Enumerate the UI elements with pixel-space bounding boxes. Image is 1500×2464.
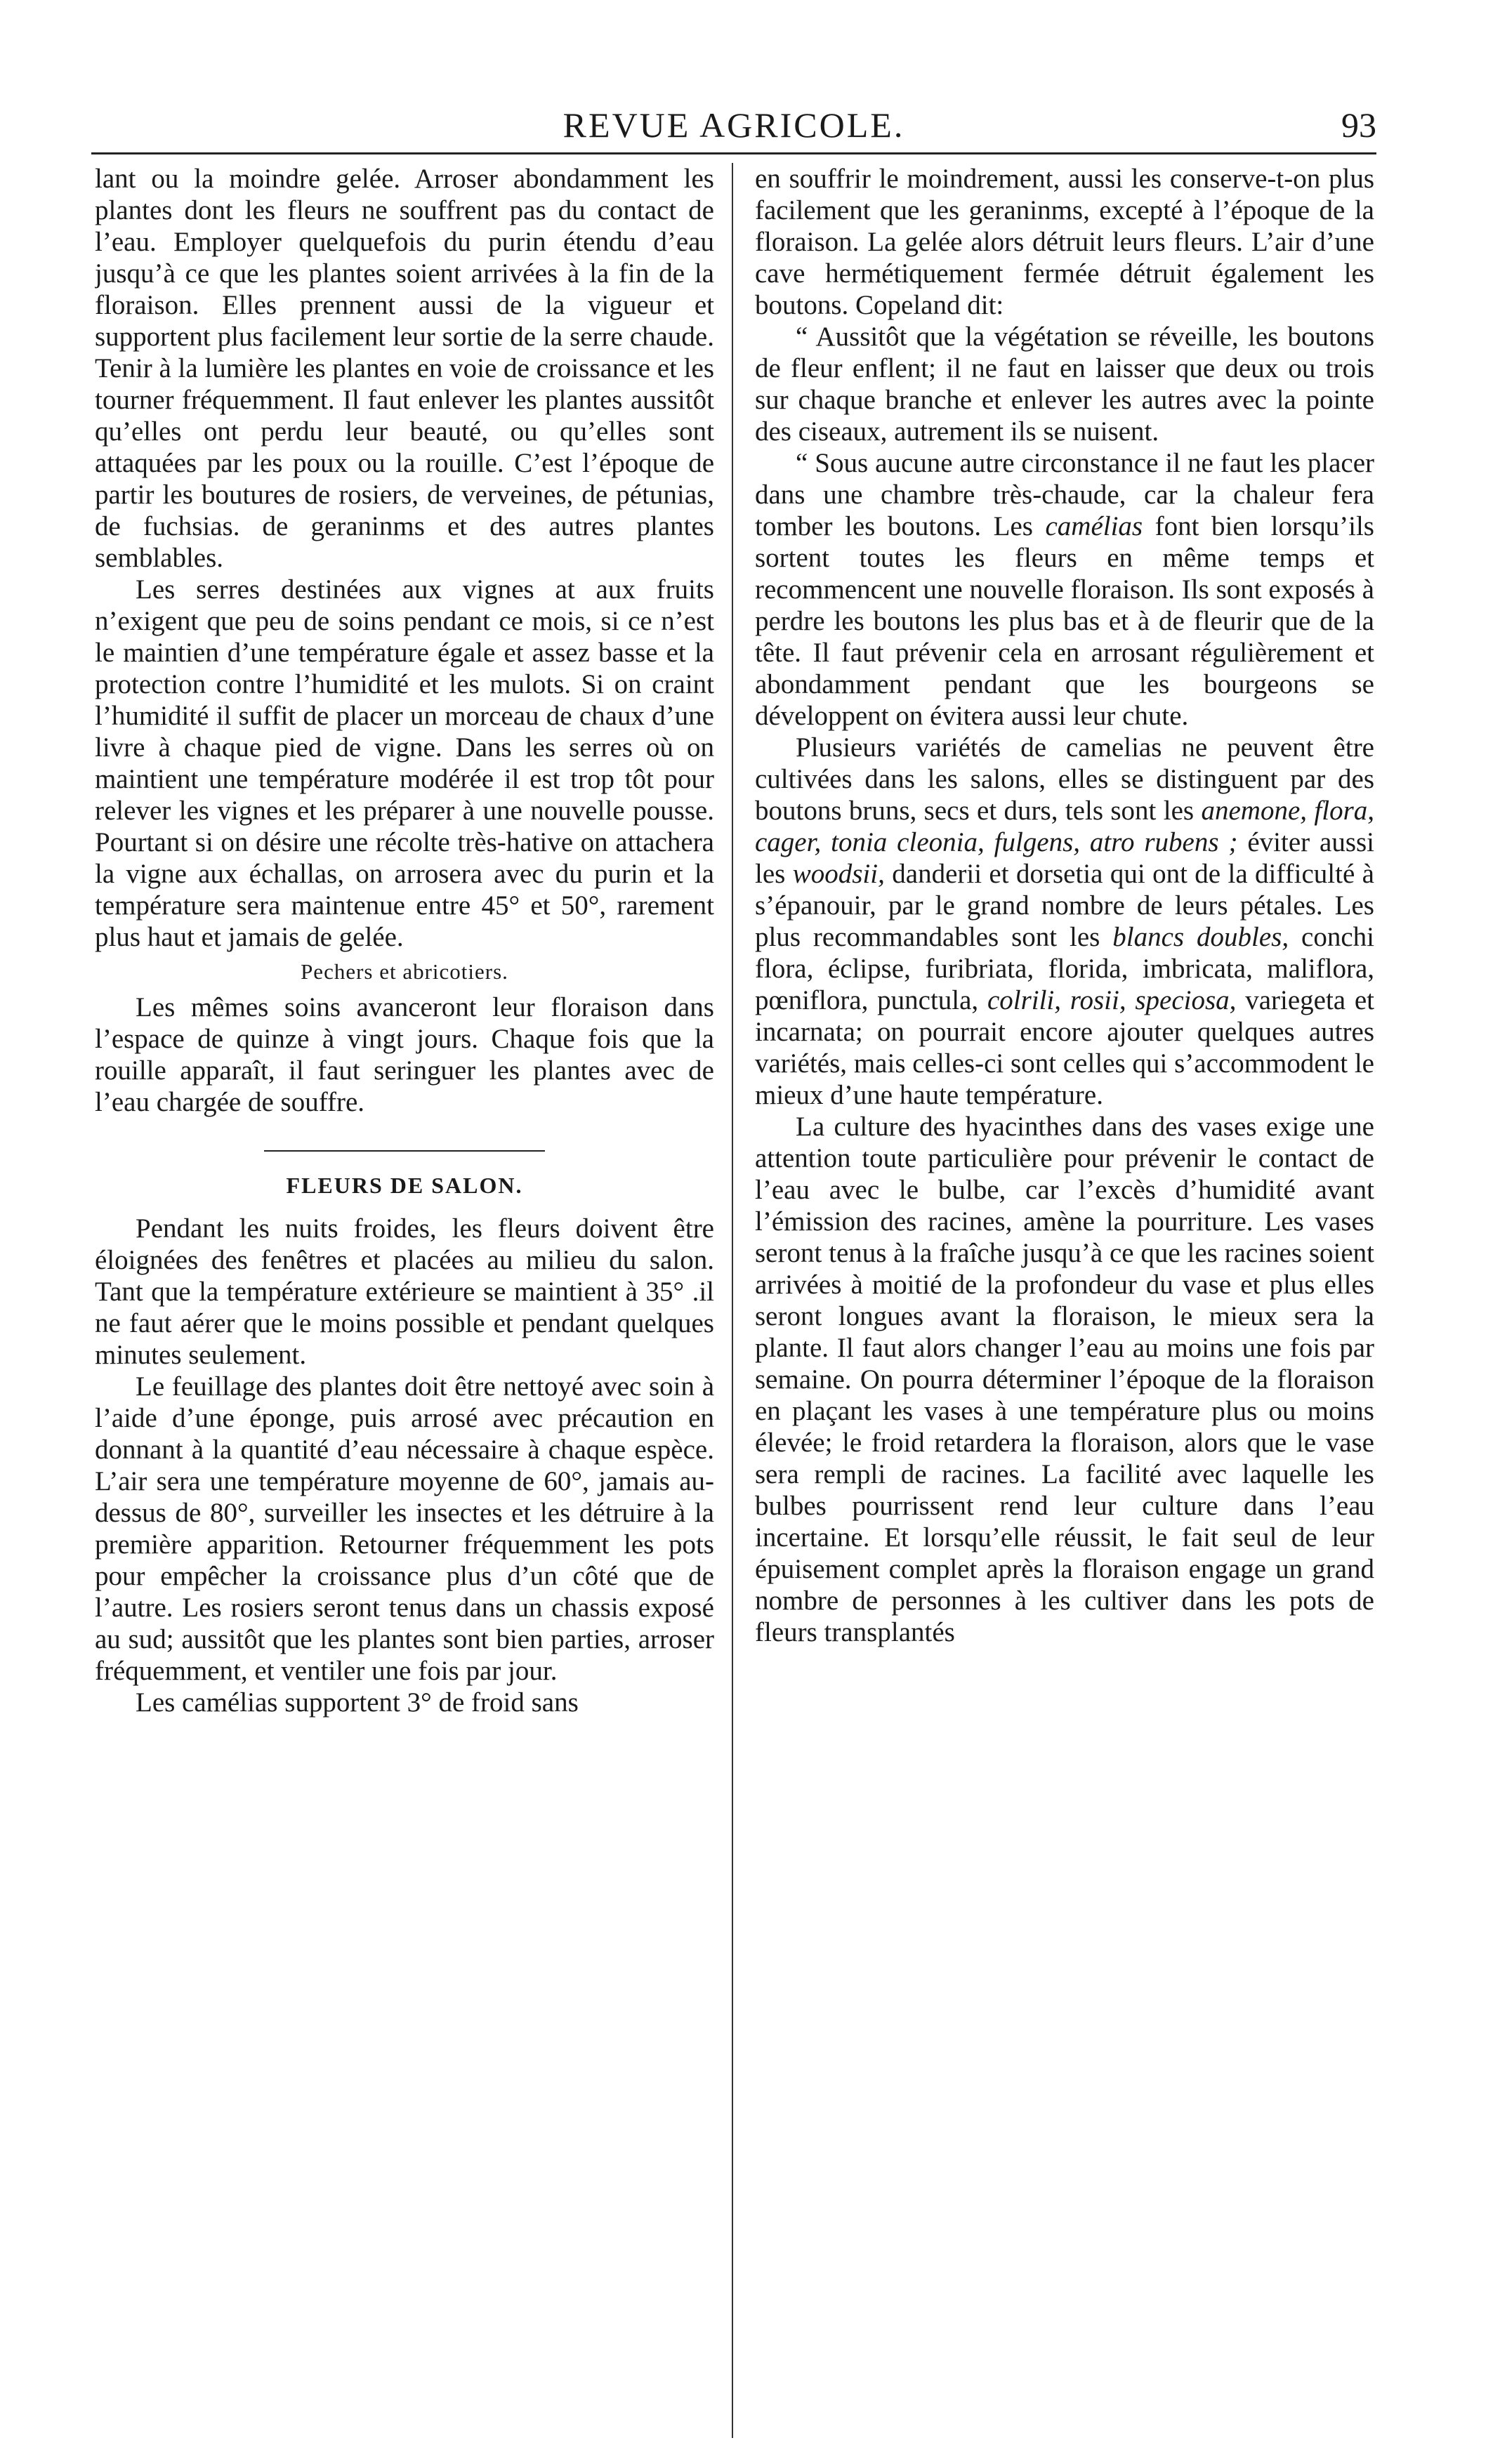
paragraph: Les serres destinées aux vignes at aux fruits n’exigent que peu de soins pendant ce mois, si ce n’est le maintien d’une température égale et assez basse et la protection contre l’humidité et les mulots. Si on craint l’humidité il suffit de placer un morceau de chaux d’une livre à chaque pied de vigne. Dans les serres où on maintient une température modérée il est trop tôt pour relever les vignes et les préparer à une nouvelle pousse. Pourtant si on désire une récolte très-hative on attachera la vigne aux échallas, on arrosera avec du purin et la température sera maintenue entre 45° et 50°, rarement plus haut et jamais de gelée.	[95, 574, 714, 952]
right-column	[755, 163, 1374, 2431]
paragraph: Le feuillage des plantes doit être nettoyé avec soin à l’aide d’une éponge, puis arrosé avec précaution en donnant à la quantité d’eau nécessaire à chaque espèce. L’air sera une température moyenne de 60°, jamais au-dessus de 80°, surveiller les insectes et les détruire à la première apparition. Retourner fréquemment les pots pour empêcher la croissance plus d’un côté que de l’autre. Les rosiers seront tenus dans un chassis exposé au sud; aussitôt que les plantes sont bien parties, arroser fréquemment, et ventiler une fois par jour.	[95, 1371, 714, 1686]
section-divider	[264, 1150, 545, 1152]
italic-term: anemone, flora, cager, tonia cleonia, fulgens, atro rubens ;	[755, 796, 1374, 857]
paragraph	[755, 447, 1374, 732]
italic-term: woodsii,	[792, 859, 885, 889]
italic-term: blancs doubles,	[1112, 922, 1289, 952]
page-number: 93	[1341, 105, 1376, 145]
paragraph: La culture des hyacinthes dans des vases exige une attention toute particulière pour prévenir le contact de l’eau avec le bulbe, car l’excès d’humidité avant l’émission des racines, amène la pourriture. Les vases seront tenus à la fraîche jusqu’à ce que les racines soient arrivées à moitié de la profondeur du vase et plus elles seront longues avant la floraison, le mieux sera la plante. Il faut alors changer l’eau au moins une fois par semaine. On pourra déterminer l’époque de la floraison en plaçant les vases à une température plus ou moins élevée; le froid retardera la floraison, alors que le vase sera rempli de racines. La facilité avec laquelle les bulbes pourrissent rend leur culture dans l’eau incertaine. Et lorsqu’elle réussit, le fait seul de leur épuisement complet après la floraison engage un grand nombre de personnes à les cultiver dans les pots de fleurs transplantés	[755, 1112, 1374, 1647]
text-run: Plusieurs variétés de camelias ne peuvent être cultivées dans les salons, elles se distinguent par des boutons bruns, secs et durs, tels sont les	[755, 732, 1374, 826]
text-run: danderii et dorsetia qui ont de la difficulté à s’épanouir, par le grand nombre de leurs pétales. Les plus recommandables sont les	[755, 859, 1374, 952]
section-title: FLEURS DE SALON.	[286, 1173, 523, 1198]
italic-term: camélias	[1045, 511, 1143, 541]
text-run: conchi flora, éclipse, furibriata, florida, imbricata, maliflora, pœniflora, punctula,	[755, 922, 1374, 1015]
text-run: éviter aussi les	[755, 827, 1374, 889]
paragraph	[755, 732, 1374, 1111]
subheading: Pechers et abricotiers.	[301, 959, 508, 984]
running-title: REVUE AGRICOLE.	[562, 105, 905, 145]
italic-term: colrili, rosii, speciosa,	[987, 985, 1237, 1015]
header-rule	[91, 152, 1376, 154]
text-run: variegeta et incarnata; on pourrait encore ajouter quelques autres variétés, mais celles-ci sont celles qui s’accommodent le mieux d’une haute température.	[755, 985, 1374, 1110]
left-column	[95, 163, 714, 2431]
running-head	[91, 100, 1376, 150]
paragraph: Les camélias supportent 3° de froid sans	[136, 1687, 579, 1718]
paragraph: en souffrir le moindrement, aussi les conserve-t-on plus facilement que les geraninms, excepté à l’époque de la floraison. La gelée alors détruit leurs fleurs. L’air d’une cave hermétiquement fermée détruit également les boutons. Copeland dit:	[755, 164, 1374, 320]
paragraph: Pendant les nuits froides, les fleurs doivent être éloignées des fenêtres et placées au milieu du salon. Tant que la température extérieure se maintient à 35° .il ne faut aérer que le moins possible et pendant quelques minutes seulement.	[95, 1213, 714, 1370]
text-run: “ Sous aucune autre circonstance il ne faut les placer dans une chambre très-chaude, car la chaleur fera tomber les boutons. Les	[755, 448, 1374, 541]
text-run: font bien lorsqu’ils sortent toutes les fleurs en même temps et recommencent une nouvelle floraison. Ils sont exposés à perdre les boutons les plus bas et à de fleurir que de la tête. Il faut prévenir cela en arrosant régulièrement et abondamment pendant que les bourgeons se développent on évitera aussi leur chute.	[755, 511, 1374, 731]
paragraph: lant ou la moindre gelée. Arroser abondamment les plantes dont les fleurs ne souffrent pas du contact de l’eau. Employer quelquefois du purin étendu d’eau jusqu’à ce que les plantes soient arrivées à la fin de la floraison. Elles prennent aussi de la vigueur et supportent plus facilement leur sortie de la serre chaude. Tenir à la lumière les plantes en voie de croissance et les tourner fréquemment. Il faut enlever les plantes aussitôt qu’elles ont perdu leur beauté, ou qu’elles sont attaquées par les poux ou la rouille. C’est l’époque de partir les boutures de rosiers, de verveines, de pétunias, de fuchsias. de geraninms et des autres plantes semblables.	[95, 164, 714, 573]
paragraph: Les mêmes soins avanceront leur floraison dans l’espace de quinze à vingt jours. Chaque fois que la rouille apparaît, il faut seringuer les plantes avec de l’eau chargée de souffre.	[95, 992, 714, 1117]
paragraph: “ Aussitôt que la végétation se réveille, les boutons de fleur enflent; il ne faut en laisser que deux ou trois sur chaque branche et enlever les autres avec la pointe des ciseaux, autrement ils se nuisent.	[755, 322, 1374, 447]
column-divider	[732, 163, 733, 2438]
